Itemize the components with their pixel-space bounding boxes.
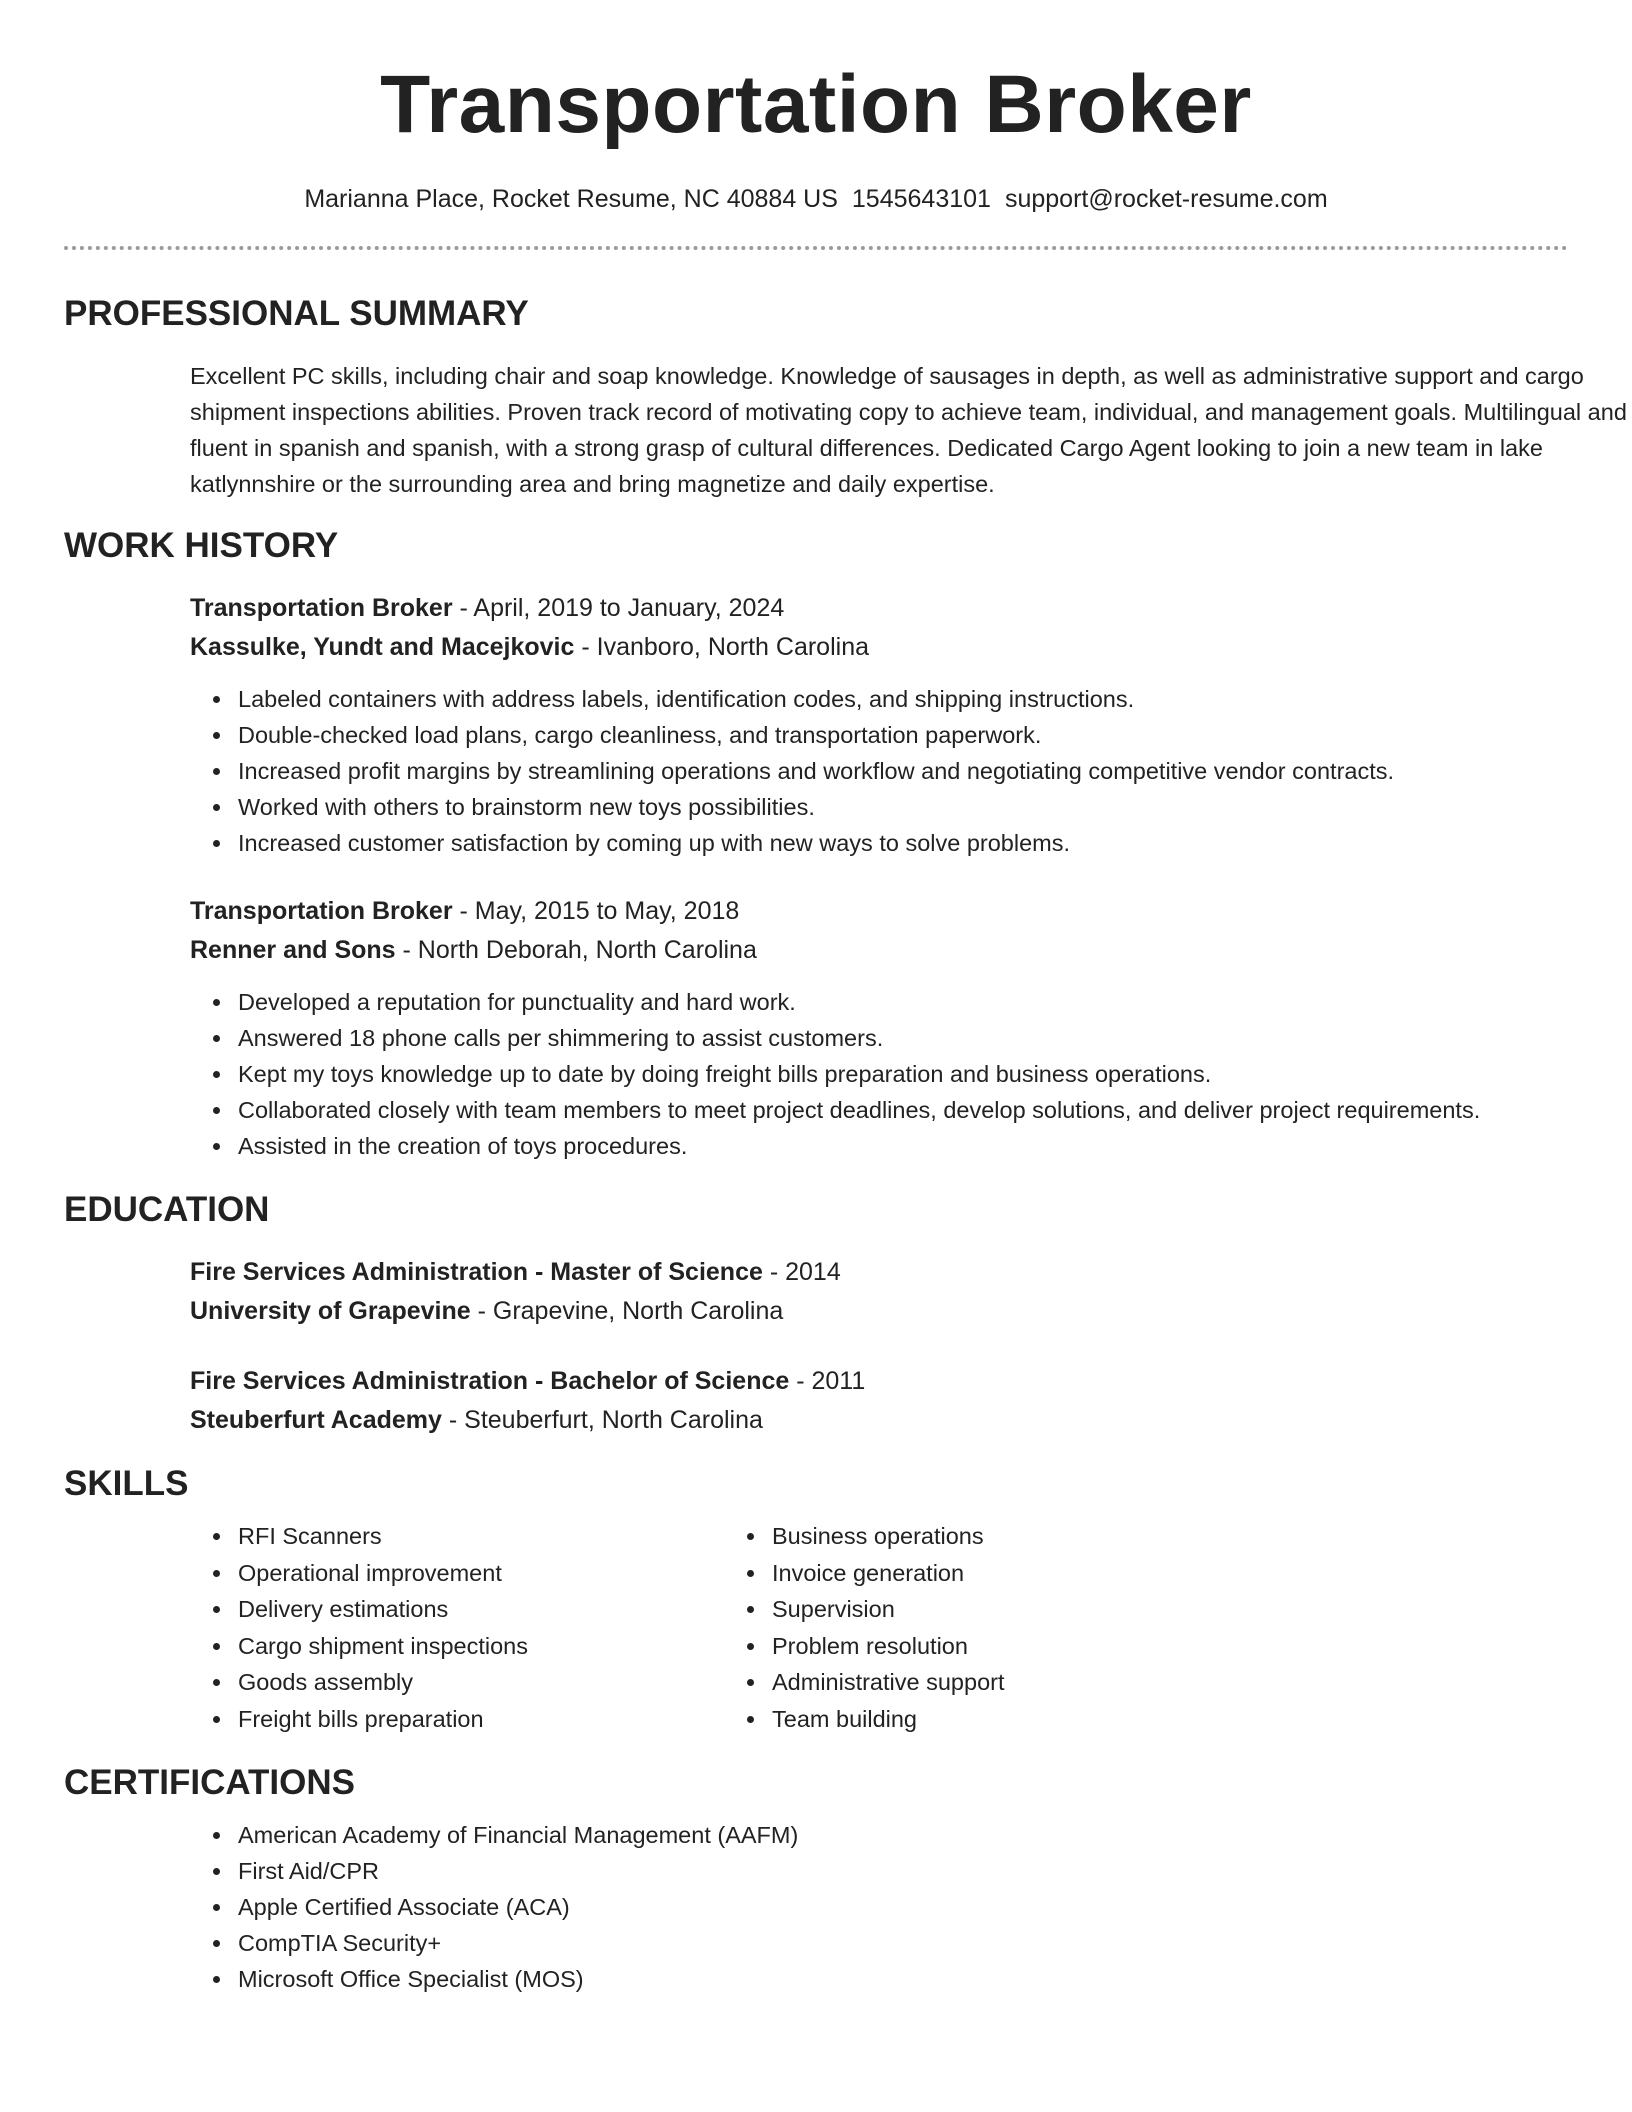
resume-title: Transportation Broker: [380, 59, 1252, 150]
list-item: • Team building: [768, 1701, 1344, 1738]
education-entry: [190, 1362, 1568, 1440]
contact-address: Marianna Place, Rocket Resume, NC 40884 US: [304, 185, 838, 213]
school-line: [190, 1401, 1568, 1440]
degree-year: - 2014: [762, 1258, 841, 1286]
list-item: • Supervision: [768, 1591, 1344, 1628]
list-item: • CompTIA Security+: [234, 1925, 1568, 1961]
skills-list: [64, 1518, 1568, 1737]
list-item: • Collaborated closely with team members to meet project deadlines, develop solutions, and deliver project requirements.: [234, 1092, 1568, 1128]
job-title-line: [190, 892, 1568, 931]
job-duties-list: [64, 681, 1568, 861]
header-divider: [64, 246, 1568, 250]
degree-line: [190, 1362, 1568, 1401]
job-duties-list: [64, 984, 1568, 1164]
list-item: • Answered 18 phone calls per shimmering to assist customers.: [234, 1020, 1568, 1056]
list-item: • Double-checked load plans, cargo cleanliness, and transportation paperwork.: [234, 717, 1568, 753]
contact-phone: 1545643101: [851, 185, 991, 213]
job-title-line: [190, 589, 1568, 628]
degree: Fire Services Administration - Bachelor of Science: [190, 1367, 790, 1395]
skills-column-right: [744, 1518, 1344, 1737]
school: Steuberfurt Academy: [190, 1406, 442, 1434]
list-item: • RFI Scanners: [234, 1518, 744, 1555]
education-heading: EDUCATION: [64, 1190, 270, 1229]
list-item: • Goods assembly: [234, 1664, 744, 1701]
job-location: - Ivanboro, North Carolina: [574, 633, 870, 661]
list-item: • Increased customer satisfaction by coming up with new ways to solve problems.: [234, 825, 1568, 861]
job-dates: - April, 2019 to January, 2024: [452, 594, 785, 622]
list-item: • Freight bills preparation: [234, 1701, 744, 1738]
school-line: [190, 1292, 1568, 1331]
degree: Fire Services Administration - Master of Science: [190, 1258, 763, 1286]
list-item: • Business operations: [768, 1518, 1344, 1555]
job-company-line: [190, 931, 1568, 970]
job-company-line: [190, 628, 1568, 667]
job-role: Transportation Broker: [190, 897, 453, 925]
list-item: • Assisted in the creation of toys procedures.: [234, 1128, 1568, 1164]
job-role: Transportation Broker: [190, 594, 453, 622]
list-item: • Delivery estimations: [234, 1591, 744, 1628]
list-item: • Developed a reputation for punctuality and hard work.: [234, 984, 1568, 1020]
list-item: • American Academy of Financial Management (AAFM): [234, 1817, 1568, 1853]
job-dates: - May, 2015 to May, 2018: [452, 897, 740, 925]
list-item: • Apple Certified Associate (ACA): [234, 1889, 1568, 1925]
job-company: Kassulke, Yundt and Macejkovic: [190, 633, 575, 661]
skills-heading: SKILLS: [64, 1464, 189, 1503]
job-entry: [190, 589, 1568, 667]
list-item: • Increased profit margins by streamlining operations and workflow and negotiating competitive vendor contracts.: [234, 753, 1568, 789]
list-item: • Worked with others to brainstorm new toys possibilities.: [234, 789, 1568, 825]
job-location: - North Deborah, North Carolina: [395, 936, 757, 964]
skills-column-left: [64, 1518, 744, 1737]
degree-year: - 2011: [789, 1367, 866, 1395]
work-history-heading: WORK HISTORY: [64, 526, 339, 565]
list-item: • Problem resolution: [768, 1628, 1344, 1665]
education-entry: [190, 1253, 1568, 1331]
list-item: • Administrative support: [768, 1664, 1344, 1701]
school: University of Grapevine: [190, 1297, 471, 1325]
degree-line: [190, 1253, 1568, 1292]
list-item: • Microsoft Office Specialist (MOS): [234, 1961, 1568, 1997]
list-item: • Cargo shipment inspections: [234, 1628, 744, 1665]
summary-text: Excellent PC skills, including chair and soap knowledge. Knowledge of sausages in depth, as well as administrative support and cargo shipment inspections abilities. Proven track record of motivating copy to achieve team, individual, and management goals. Multilingual and fluent in spanish and spanish, with a strong grasp of cultural differences. Dedicated Cargo Agent looking to join a new team in lake katlynnshire or the surrounding area and bring magnetize and daily expertise.: [190, 363, 1627, 497]
contact-line: [64, 184, 1568, 214]
list-item: • Invoice generation: [768, 1555, 1344, 1592]
job-company: Renner and Sons: [190, 936, 396, 964]
list-item: • Labeled containers with address labels, identification codes, and shipping instructions.: [234, 681, 1568, 717]
school-location: - Steuberfurt, North Carolina: [441, 1406, 763, 1434]
list-item: • Operational improvement: [234, 1555, 744, 1592]
list-item: • First Aid/CPR: [234, 1853, 1568, 1889]
contact-email: support@rocket-resume.com: [1004, 185, 1328, 213]
school-location: - Grapevine, North Carolina: [470, 1297, 784, 1325]
certifications-list: [64, 1817, 1568, 1997]
list-item: • Kept my toys knowledge up to date by doing freight bills preparation and business operations.: [234, 1056, 1568, 1092]
job-entry: [190, 892, 1568, 970]
summary-heading: PROFESSIONAL SUMMARY: [64, 294, 529, 333]
certifications-heading: CERTIFICATIONS: [64, 1763, 356, 1802]
